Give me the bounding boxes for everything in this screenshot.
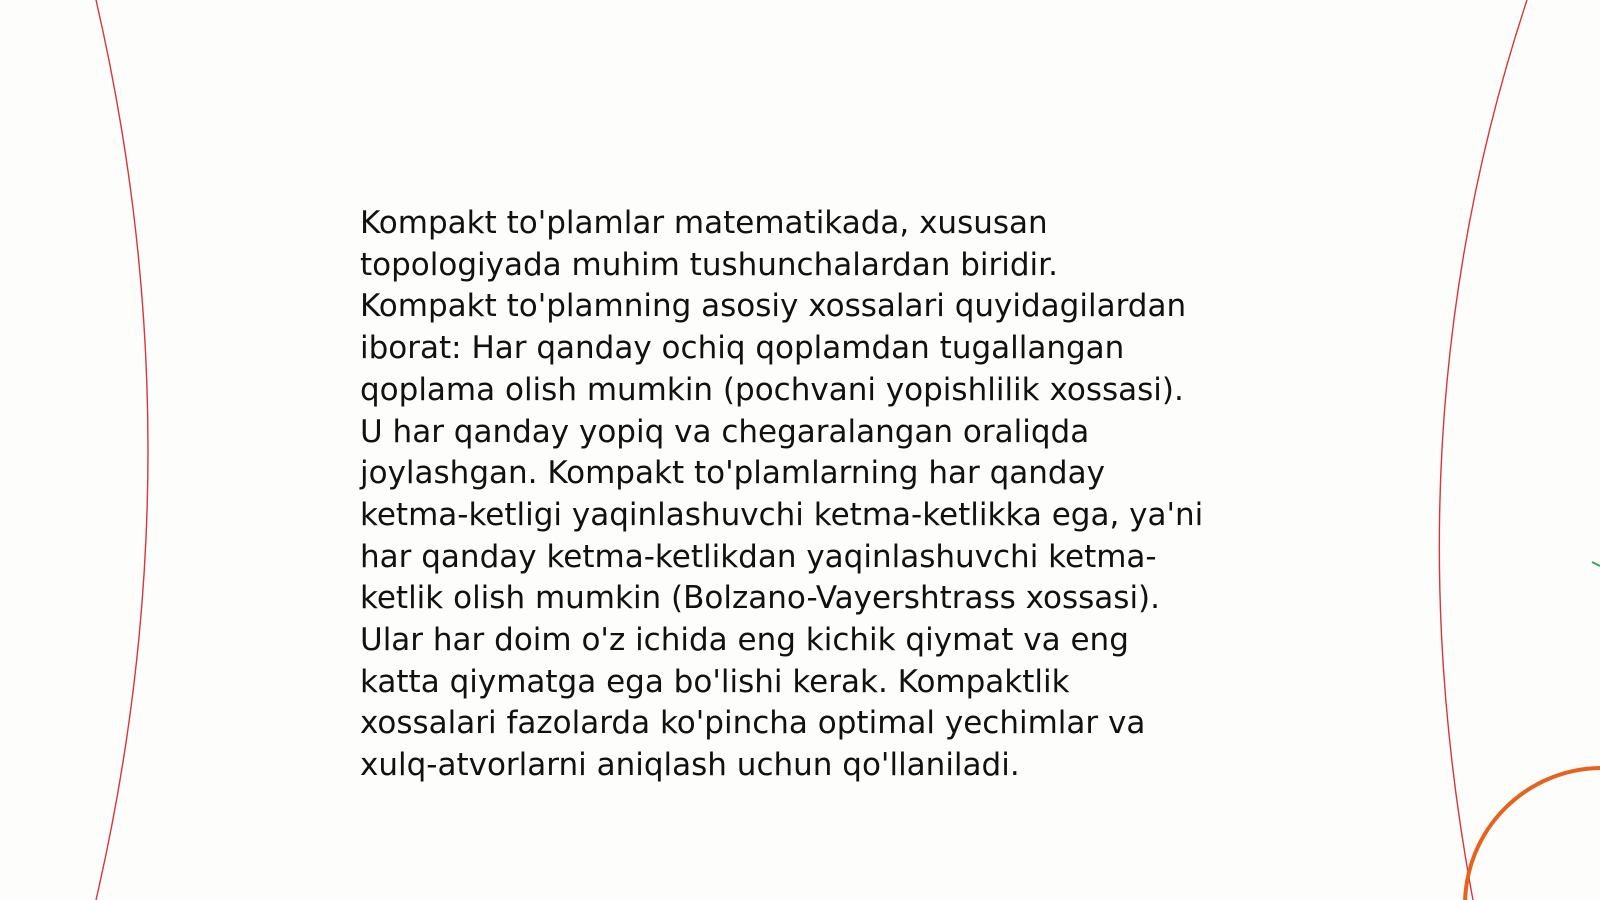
text-line: Kompakt to'plamning asosiy xossalari quyidagilardan [360, 288, 1187, 325]
text-line: xossalari fazolarda ko'pincha optimal yechimlar va [360, 705, 1146, 742]
slide-body-text [360, 203, 1260, 787]
text-line: topologiyada muhim tushunchalardan biridir. [360, 246, 1058, 283]
text-line: har qanday ketma-ketlikdan yaqinlashuvchi ketma- [360, 538, 1157, 575]
text-line: Kompakt to'plamlar matematikada, xususan [360, 205, 1048, 241]
text-line: ketlik olish mumkin (Bolzano-Vayershtrass xossasi). [360, 580, 1161, 617]
text-line: iborat: Har qanday ochiq qoplamdan tugallangan [360, 330, 1125, 367]
right-curve [1439, 0, 1527, 900]
left-curve [96, 0, 148, 900]
text-line: qoplama olish mumkin (pochvani yopishlilik xossasi). [360, 371, 1184, 408]
orange-circle [1465, 768, 1600, 900]
text-line: xulq-atvorlarni aniqlash uchun qo'llaniladi. [360, 747, 1020, 784]
green-accent-mark [1592, 562, 1600, 566]
text-line: katta qiymatga ega bo'lishi kerak. Kompaktlik [360, 663, 1070, 700]
text-line: ketma-ketligi yaqinlashuvchi ketma-ketlikka ega, ya'ni [360, 496, 1204, 533]
text-line: joylashgan. Kompakt to'plamlarning har qanday [360, 455, 1105, 492]
text-line: Ular har doim o'z ichida eng kichik qiymat va eng [360, 622, 1129, 659]
text-line: U har qanday yopiq va chegaralangan oraliqda [360, 413, 1090, 450]
